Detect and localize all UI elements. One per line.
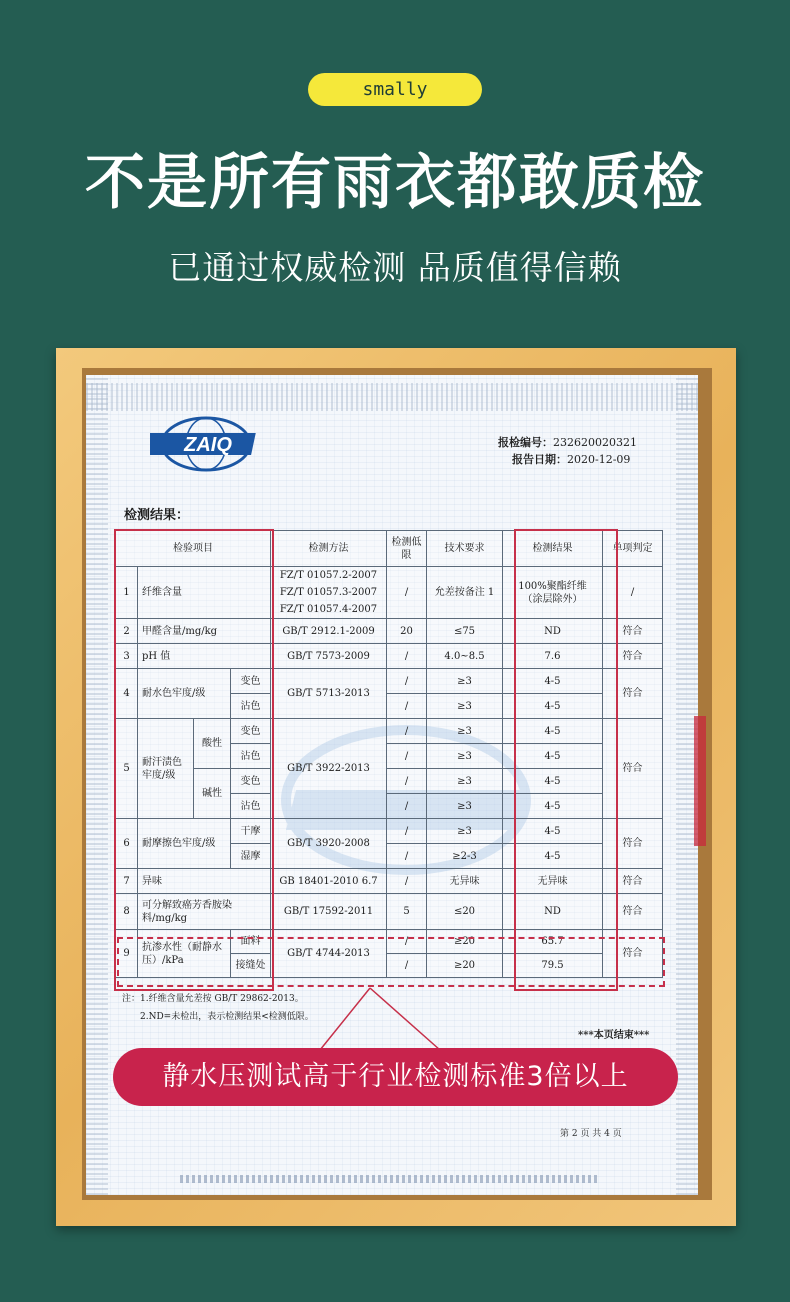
row-number: 4 (116, 669, 138, 719)
row-number: 8 (116, 894, 138, 930)
row-requirement: ≥20 (427, 954, 503, 978)
report-number-label: 报检编号： (498, 436, 553, 449)
method-line: FZ/T 01057.4-2007 (279, 604, 378, 615)
row-judgement: 符合 (603, 930, 663, 978)
note-2: 2.ND=未检出，表示检测结果<检测低限。 (140, 1012, 314, 1022)
table-row (116, 567, 663, 619)
row-result: ND (503, 894, 603, 930)
row-requirement: ≤20 (427, 894, 503, 930)
row-number: 5 (116, 719, 138, 819)
row-limit: / (387, 954, 427, 978)
row-requirement: 无异味 (427, 869, 503, 894)
row-method: GB/T 5713-2013 (271, 669, 387, 719)
row-limit: / (387, 869, 427, 894)
row-item: 甲醛含量/mg/kg (138, 619, 271, 644)
footer-microtext-line (180, 1175, 600, 1183)
table-row (116, 894, 663, 930)
row-group-alkali: 碱性 (194, 769, 231, 819)
page-end-marker: ***本页结束*** (578, 1030, 650, 1041)
report-date: 2020-12-09 (567, 453, 631, 466)
row-result: 4-5 (503, 819, 603, 844)
row-item: 耐汗渍色牢度/级 (138, 719, 194, 819)
header-item: 检验项目 (116, 531, 271, 567)
report-number: 232620020321 (553, 436, 637, 449)
note-1: 注：1.纤维含量允差按 GB/T 29862-2013。 (122, 994, 304, 1004)
table-header-row (116, 531, 663, 567)
row-limit: / (387, 719, 427, 744)
row-requirement: ≥3 (427, 694, 503, 719)
row-subitem: 沾色 (231, 794, 271, 819)
row-judgement: 符合 (603, 644, 663, 669)
header-limit: 检测低限 (387, 531, 427, 567)
row-subitem: 沾色 (231, 694, 271, 719)
row-limit: / (387, 694, 427, 719)
row-number: 3 (116, 644, 138, 669)
row-limit: / (387, 844, 427, 869)
result-line: （涂层除外） (522, 593, 583, 605)
row-requirement: ≥3 (427, 744, 503, 769)
row-requirement: ≤75 (427, 619, 503, 644)
row-subitem: 变色 (231, 669, 271, 694)
row-subitem: 沾色 (231, 744, 271, 769)
row-judgement: 符合 (603, 819, 663, 869)
table-row (116, 769, 663, 794)
row-judgement: 符合 (603, 869, 663, 894)
row-number: 6 (116, 819, 138, 869)
row-item: pH 值 (138, 644, 271, 669)
callout-pointer-icon (300, 986, 460, 1052)
table-row (116, 644, 663, 669)
row-method: GB 18401-2010 6.7 (271, 869, 387, 894)
row-number: 9 (116, 930, 138, 978)
row-method: GB/T 3922-2013 (271, 719, 387, 819)
brand-pill: smally (308, 73, 482, 106)
row-method (271, 567, 387, 619)
row-subitem: 接缝处 (231, 954, 271, 978)
row-limit: 5 (387, 894, 427, 930)
row-requirement: ≥20 (427, 930, 503, 954)
row-requirement: ≥3 (427, 769, 503, 794)
row-judgement: / (603, 567, 663, 619)
table-row (116, 719, 663, 744)
row-requirement: ≥3 (427, 794, 503, 819)
row-item: 异味 (138, 869, 271, 894)
table-row (116, 619, 663, 644)
row-result: 4-5 (503, 744, 603, 769)
row-limit: / (387, 819, 427, 844)
row-result: 4-5 (503, 694, 603, 719)
row-judgement: 符合 (603, 669, 663, 719)
header-requirement: 技术要求 (427, 531, 503, 567)
table-row (116, 869, 663, 894)
results-table (115, 530, 663, 978)
zaiq-logo-icon (150, 413, 262, 475)
row-result: 4-5 (503, 769, 603, 794)
report-meta (498, 434, 637, 468)
row-result: 79.5 (503, 954, 603, 978)
row-limit: / (387, 669, 427, 694)
report-date-label: 报告日期： (512, 453, 567, 466)
row-subitem: 变色 (231, 769, 271, 794)
headline: 不是所有雨衣都敢质检 (85, 148, 705, 218)
row-judgement: 符合 (603, 719, 663, 819)
row-requirement: ≥3 (427, 719, 503, 744)
row-requirement: ≥2-3 (427, 844, 503, 869)
results-title: 检测结果： (124, 508, 190, 523)
row-judgement: 符合 (603, 619, 663, 644)
svg-text:ZAIQ: ZAIQ (184, 434, 232, 456)
row-subitem: 面料 (231, 930, 271, 954)
row-subitem: 湿摩 (231, 844, 271, 869)
row-group-acid: 酸性 (194, 719, 231, 769)
row-judgement: 符合 (603, 894, 663, 930)
row-subitem: 干摩 (231, 819, 271, 844)
callout-banner: 静水压测试高于行业检测标准3倍以上 (113, 1048, 678, 1106)
paper-security-band-top (86, 383, 698, 411)
header-judgement: 单项判定 (603, 531, 663, 567)
row-limit: / (387, 930, 427, 954)
row-limit: / (387, 769, 427, 794)
row-method: GB/T 7573-2009 (271, 644, 387, 669)
method-line: FZ/T 01057.3-2007 (279, 587, 378, 598)
row-item: 耐摩擦色牢度/级 (138, 819, 231, 869)
row-requirement: 允差按备注 1 (427, 567, 503, 619)
row-result: 65.7 (503, 930, 603, 954)
row-item: 耐水色牢度/级 (138, 669, 231, 719)
row-result: ND (503, 619, 603, 644)
row-method: GB/T 3920-2008 (271, 819, 387, 869)
row-result: 4-5 (503, 669, 603, 694)
row-result: 4-5 (503, 844, 603, 869)
table-row (116, 669, 663, 694)
row-requirement: ≥3 (427, 669, 503, 694)
table-row (116, 819, 663, 844)
edge-stamp-icon (694, 716, 706, 846)
row-item: 抗渗水性（耐静水压）/kPa (138, 930, 231, 978)
row-result (503, 567, 603, 619)
table-row (116, 930, 663, 954)
row-item: 可分解致癌芳香胺染料/mg/kg (138, 894, 271, 930)
header-result: 检测结果 (503, 531, 603, 567)
row-limit: / (387, 567, 427, 619)
row-result: 无异味 (503, 869, 603, 894)
row-number: 7 (116, 869, 138, 894)
row-requirement: 4.0~8.5 (427, 644, 503, 669)
row-requirement: ≥3 (427, 819, 503, 844)
page-number: 第 2 页 共 4 页 (560, 1129, 622, 1139)
row-method: GB/T 4744-2013 (271, 930, 387, 978)
row-method: GB/T 2912.1-2009 (271, 619, 387, 644)
notes (122, 990, 314, 1026)
row-limit: / (387, 644, 427, 669)
row-limit: 20 (387, 619, 427, 644)
row-number: 2 (116, 619, 138, 644)
paper-security-band-left (86, 375, 108, 1195)
result-line: 100%聚酯纤维 (518, 580, 587, 592)
row-result: 7.6 (503, 644, 603, 669)
subhead: 已通过权威检测 品质值得信赖 (168, 248, 622, 287)
row-limit: / (387, 794, 427, 819)
row-number: 1 (116, 567, 138, 619)
row-method: GB/T 17592-2011 (271, 894, 387, 930)
row-item: 纤维含量 (138, 567, 271, 619)
row-result: 4-5 (503, 794, 603, 819)
row-limit: / (387, 744, 427, 769)
row-result: 4-5 (503, 719, 603, 744)
method-line: FZ/T 01057.2-2007 (279, 570, 378, 581)
row-subitem: 变色 (231, 719, 271, 744)
header-method: 检测方法 (271, 531, 387, 567)
